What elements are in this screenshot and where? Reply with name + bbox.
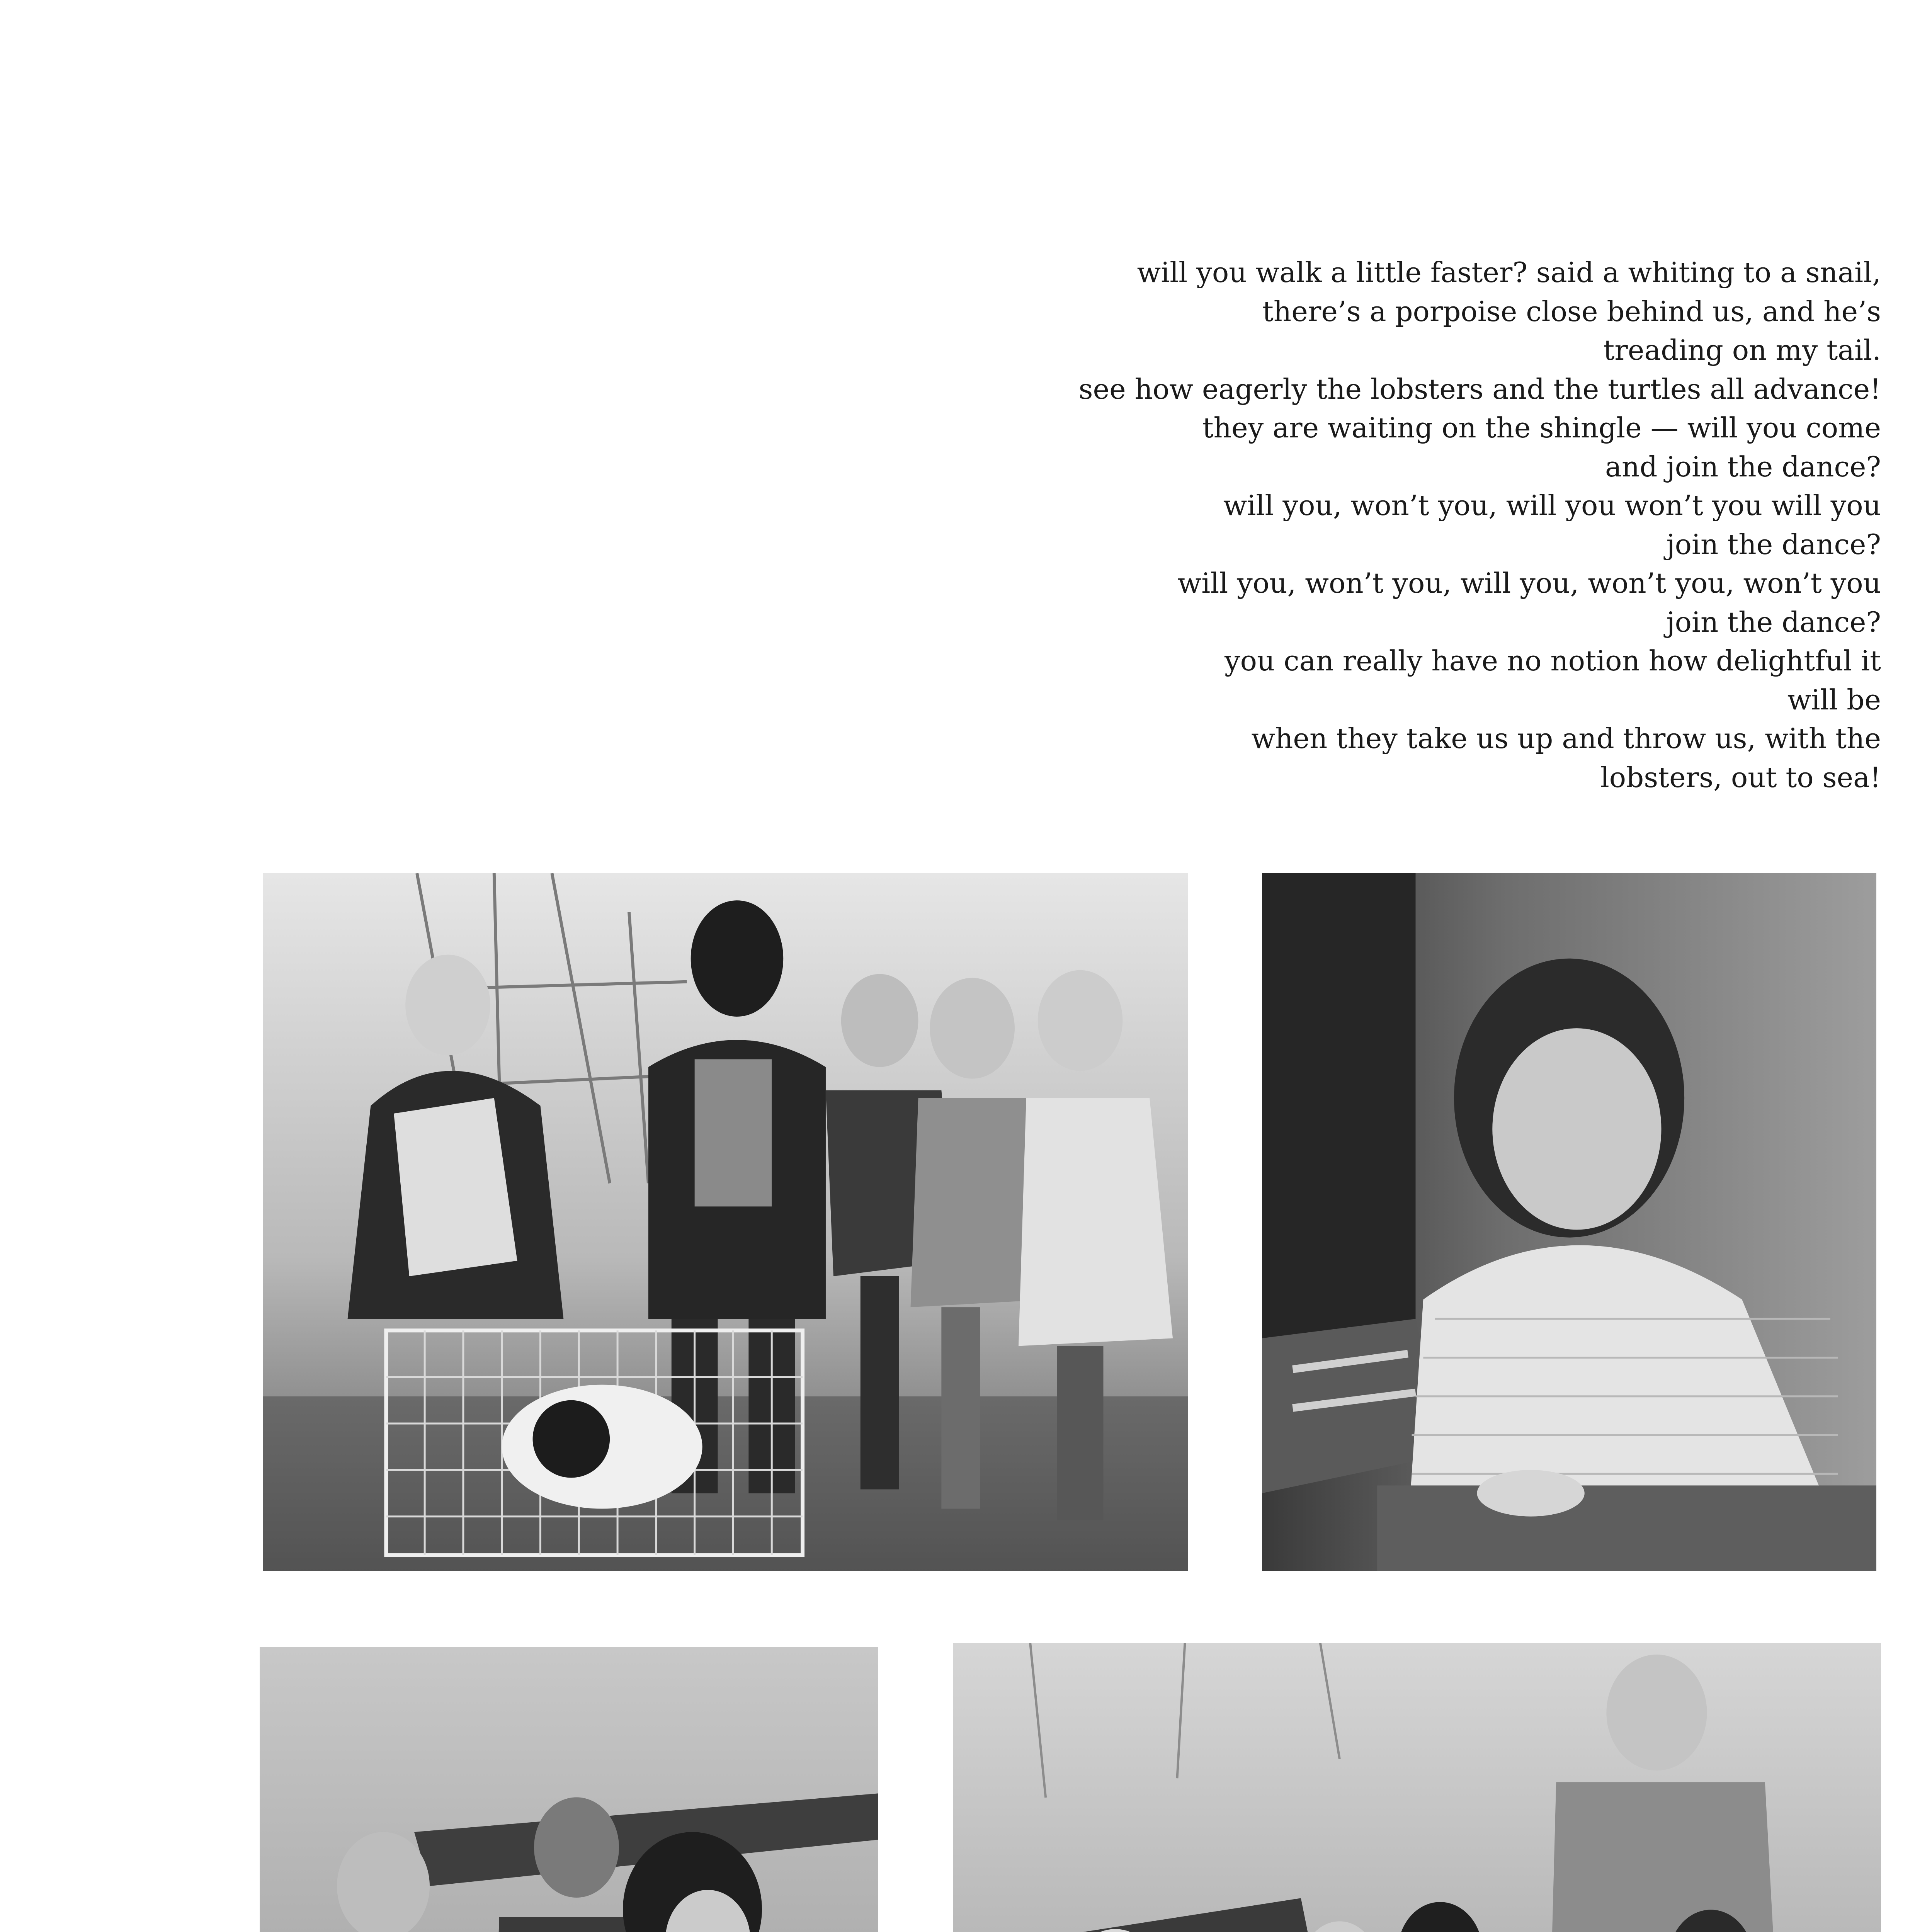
poem-line: there’s a porpoise close behind us, and he’s [1262,295,1881,328]
poem-line: treading on my tail. [1603,334,1881,366]
photo-children-feeding-goat [260,1647,878,1932]
photo-girl-closeup-image [1262,873,1876,1571]
photo-children-feeding-goat-image [260,1647,878,1932]
poem-line: when they take us up and throw us, with the [1251,722,1881,755]
poem-line: and join the dance? [1605,450,1881,483]
poem-line: will you, won’t you, will you won’t you will you [1223,489,1881,522]
photo-children-with-caged-bird [263,873,1188,1571]
photo-group-with-goat-image [953,1643,1881,1932]
poem-line: will be [1787,683,1881,716]
poem-line: you can really have no notion how delightful it [1225,645,1881,677]
photo-group-with-goat [953,1643,1881,1932]
photo-children-with-caged-bird-image [263,873,1188,1571]
poem-line: join the dance? [1666,605,1881,638]
poem-text [992,253,1881,797]
poem-line: will you, won’t you, will you, won’t you, won’t you [1177,567,1881,599]
poem-line: will you walk a little faster? said a whiting to a snail, [1137,256,1881,289]
photo-girl-closeup [1262,873,1876,1571]
poem-line: they are waiting on the shingle — will you come [1202,412,1881,444]
poem-line: see how eagerly the lobsters and the turtles all advance! [1078,372,1881,405]
poem-line: join the dance? [1666,528,1881,561]
poem-line: lobsters, out to sea! [1600,761,1881,794]
